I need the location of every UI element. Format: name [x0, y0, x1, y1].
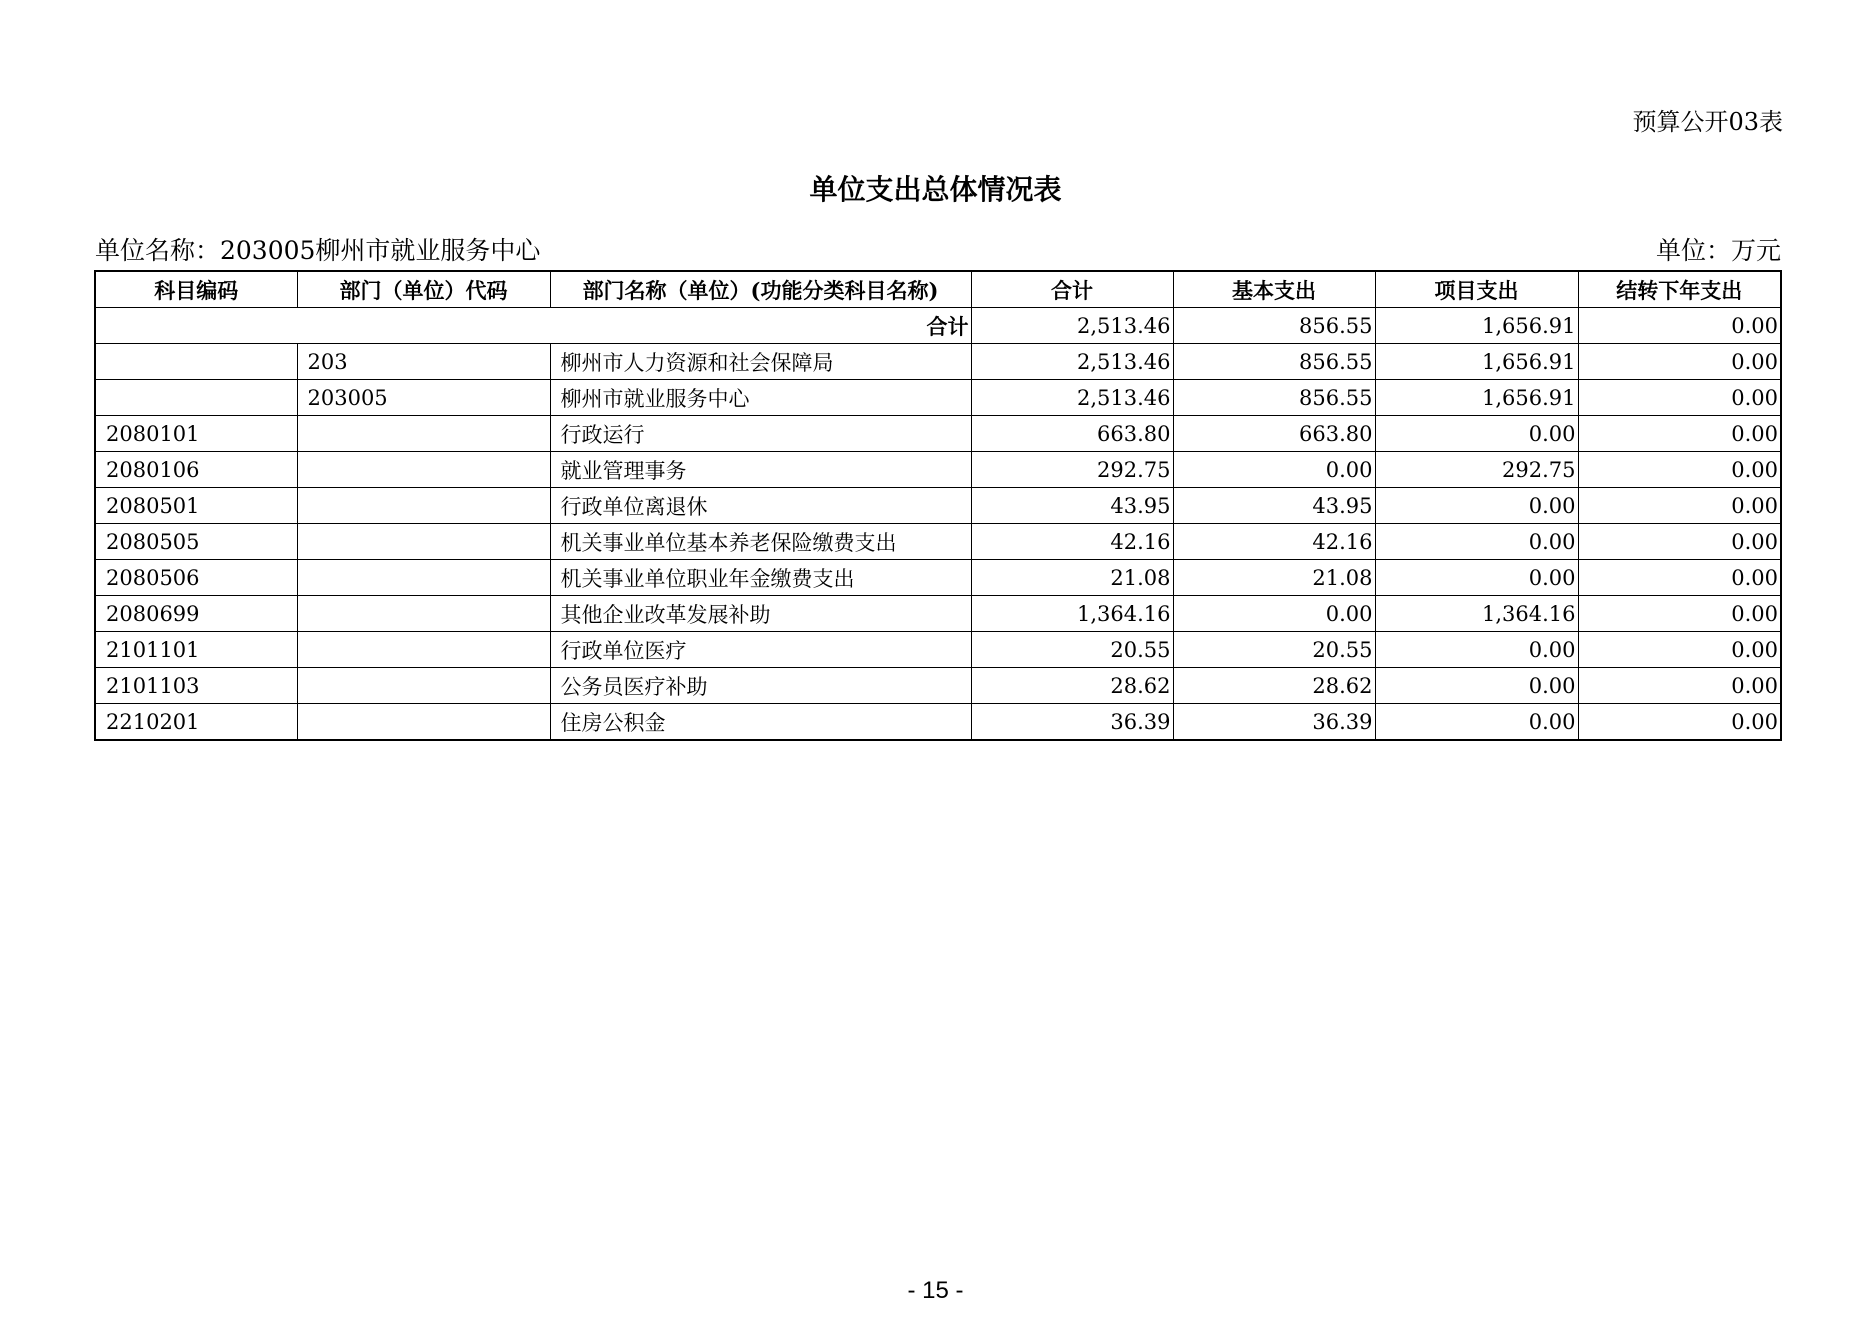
cell-project-expenditure: 0.00	[1375, 632, 1578, 668]
total-row	[95, 308, 1781, 344]
cell-total: 663.80	[971, 416, 1173, 452]
cell-dept-name: 行政单位医疗	[550, 632, 971, 668]
table-row	[95, 344, 1781, 380]
cell-basic-expenditure: 36.39	[1173, 704, 1375, 741]
total-row-carryover: 0.00	[1578, 308, 1781, 344]
cell-carryover: 0.00	[1578, 452, 1781, 488]
cell-dept-name: 机关事业单位基本养老保险缴费支出	[550, 524, 971, 560]
cell-dept-name: 柳州市人力资源和社会保障局	[550, 344, 971, 380]
cell-carryover: 0.00	[1578, 668, 1781, 704]
cell-subject-code	[95, 380, 297, 416]
total-row-basic: 856.55	[1173, 308, 1375, 344]
cell-total: 292.75	[971, 452, 1173, 488]
cell-total: 43.95	[971, 488, 1173, 524]
column-header-carryover: 结转下年支出	[1578, 271, 1781, 308]
table-row	[95, 524, 1781, 560]
cell-dept-code	[297, 452, 550, 488]
column-header-subject-code: 科目编码	[95, 271, 297, 308]
cell-basic-expenditure: 0.00	[1173, 596, 1375, 632]
cell-project-expenditure: 0.00	[1375, 488, 1578, 524]
table-row	[95, 452, 1781, 488]
cell-total: 36.39	[971, 704, 1173, 741]
cell-subject-code: 2101103	[95, 668, 297, 704]
cell-dept-code	[297, 488, 550, 524]
cell-basic-expenditure: 28.62	[1173, 668, 1375, 704]
cell-dept-code	[297, 668, 550, 704]
cell-dept-code: 203005	[297, 380, 550, 416]
column-header-dept-name: 部门名称（单位）(功能分类科目名称)	[550, 271, 971, 308]
cell-dept-code	[297, 596, 550, 632]
cell-basic-expenditure: 856.55	[1173, 380, 1375, 416]
cell-project-expenditure: 0.00	[1375, 416, 1578, 452]
cell-basic-expenditure: 856.55	[1173, 344, 1375, 380]
cell-dept-code	[297, 416, 550, 452]
cell-basic-expenditure: 43.95	[1173, 488, 1375, 524]
cell-carryover: 0.00	[1578, 380, 1781, 416]
cell-subject-code	[95, 344, 297, 380]
cell-dept-name: 公务员医疗补助	[550, 668, 971, 704]
cell-total: 20.55	[971, 632, 1173, 668]
cell-dept-name: 柳州市就业服务中心	[550, 380, 971, 416]
cell-dept-code	[297, 524, 550, 560]
cell-project-expenditure: 0.00	[1375, 560, 1578, 596]
cell-basic-expenditure: 20.55	[1173, 632, 1375, 668]
table-row	[95, 704, 1781, 741]
table-row	[95, 380, 1781, 416]
currency-unit-label: 单位：万元	[1655, 236, 1781, 265]
cell-project-expenditure: 0.00	[1375, 668, 1578, 704]
page-number: - 15 -	[907, 1277, 964, 1304]
cell-project-expenditure: 1,364.16	[1375, 596, 1578, 632]
cell-subject-code: 2080501	[95, 488, 297, 524]
expenditure-table	[94, 270, 1782, 741]
cell-subject-code: 2080106	[95, 452, 297, 488]
cell-total: 21.08	[971, 560, 1173, 596]
total-row-label: 合计	[95, 308, 971, 344]
cell-dept-code	[297, 560, 550, 596]
cell-basic-expenditure: 663.80	[1173, 416, 1375, 452]
cell-carryover: 0.00	[1578, 344, 1781, 380]
cell-dept-name: 其他企业改革发展补助	[550, 596, 971, 632]
cell-dept-name: 住房公积金	[550, 704, 971, 741]
cell-total: 28.62	[971, 668, 1173, 704]
cell-subject-code: 2080699	[95, 596, 297, 632]
cell-dept-name: 行政运行	[550, 416, 971, 452]
table-row	[95, 668, 1781, 704]
cell-total: 2,513.46	[971, 380, 1173, 416]
cell-dept-name: 行政单位离退休	[550, 488, 971, 524]
cell-dept-code	[297, 704, 550, 741]
cell-project-expenditure: 1,656.91	[1375, 344, 1578, 380]
cell-project-expenditure: 0.00	[1375, 524, 1578, 560]
cell-carryover: 0.00	[1578, 560, 1781, 596]
cell-total: 2,513.46	[971, 344, 1173, 380]
table-row	[95, 416, 1781, 452]
table-row	[95, 632, 1781, 668]
cell-subject-code: 2080101	[95, 416, 297, 452]
table-row	[95, 488, 1781, 524]
cell-subject-code: 2080505	[95, 524, 297, 560]
total-row-project: 1,656.91	[1375, 308, 1578, 344]
cell-dept-code: 203	[297, 344, 550, 380]
cell-carryover: 0.00	[1578, 416, 1781, 452]
table-row	[95, 596, 1781, 632]
cell-total: 1,364.16	[971, 596, 1173, 632]
cell-dept-name: 就业管理事务	[550, 452, 971, 488]
cell-subject-code: 2080506	[95, 560, 297, 596]
cell-subject-code: 2210201	[95, 704, 297, 741]
unit-name-label: 单位名称：203005柳州市就业服务中心	[95, 236, 541, 265]
cell-carryover: 0.00	[1578, 704, 1781, 741]
column-header-total: 合计	[971, 271, 1173, 308]
cell-basic-expenditure: 0.00	[1173, 452, 1375, 488]
column-header-dept-code: 部门（单位）代码	[297, 271, 550, 308]
cell-basic-expenditure: 21.08	[1173, 560, 1375, 596]
form-id-label: 预算公开03表	[1632, 108, 1783, 136]
cell-project-expenditure: 0.00	[1375, 704, 1578, 741]
cell-carryover: 0.00	[1578, 524, 1781, 560]
cell-carryover: 0.00	[1578, 632, 1781, 668]
cell-dept-name: 机关事业单位职业年金缴费支出	[550, 560, 971, 596]
cell-carryover: 0.00	[1578, 596, 1781, 632]
cell-total: 42.16	[971, 524, 1173, 560]
cell-subject-code: 2101101	[95, 632, 297, 668]
cell-project-expenditure: 292.75	[1375, 452, 1578, 488]
cell-dept-code	[297, 632, 550, 668]
document-title: 单位支出总体情况表	[809, 173, 1062, 206]
cell-carryover: 0.00	[1578, 488, 1781, 524]
column-header-basic-expenditure: 基本支出	[1173, 271, 1375, 308]
table-row	[95, 560, 1781, 596]
total-row-total: 2,513.46	[971, 308, 1173, 344]
cell-project-expenditure: 1,656.91	[1375, 380, 1578, 416]
column-header-project-expenditure: 项目支出	[1375, 271, 1578, 308]
cell-basic-expenditure: 42.16	[1173, 524, 1375, 560]
table-header-row	[95, 271, 1781, 308]
